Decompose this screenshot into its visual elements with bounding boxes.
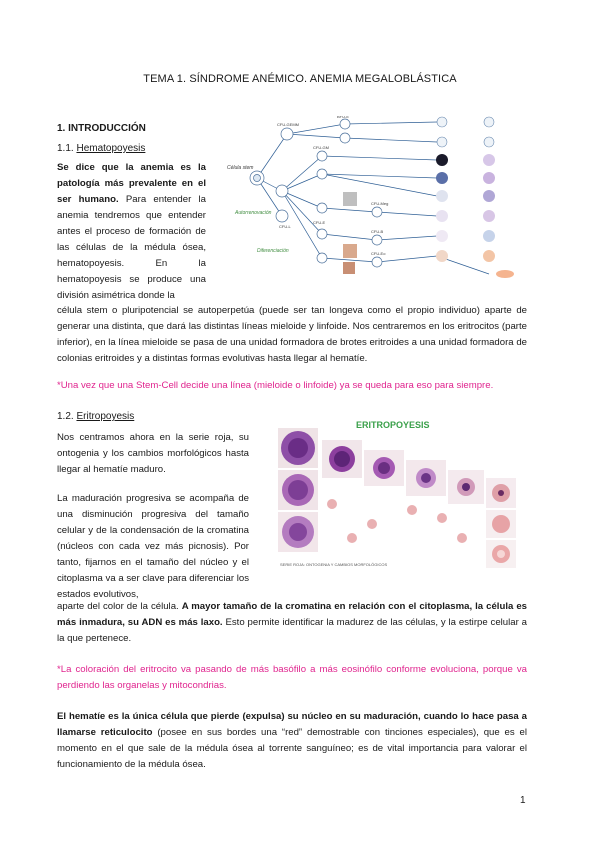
bold-statement: Se dice que la anemia es la patología más prevalente en el ser humano. (57, 162, 206, 205)
paragraph-text: Para entender la anemia tendremos que entender antes el proceso de formación de las células de la médula ósea, hematopoyesis. En la hematopoyesis se produce una división asimétrica donde la (57, 194, 207, 301)
label-cfu-meg: CFU-Meg (371, 201, 389, 206)
subsection-number: 1.1. (57, 143, 74, 154)
paragraph-text: (posee en sus bordes una “red” demostrable con tinciones especiales), que es el momento en el que sale de la médula ósea al torrente sanguíneo; es de vital importancia para valorar el funcionamiento de la médula ósea. (57, 727, 527, 770)
paragraph-text: Esto permite identificar la madurez de las células, y la estirpe celular a la que pertenece. (57, 617, 528, 644)
bold-statement: A mayor tamaño de la cromatina en relación con el citoplasma, la célula es más inmadura, su ADN es más laxo. (57, 601, 527, 628)
subsection-title: Eritropoyesis (76, 411, 135, 422)
subsection-heading-eritropoyesis (57, 411, 134, 422)
label-stem: Célula stem (227, 165, 254, 171)
figure-title: ERITROPOYESIS (356, 420, 430, 430)
subsection-number: 1.2. (57, 411, 74, 422)
subsection-title: Hematopoyesis (76, 143, 146, 154)
erythropoiesis-figure (272, 414, 518, 576)
label-bfu-e: BFU-E (337, 116, 349, 119)
paragraph-hematopoyesis-continued: célula stem o pluripotencial se autoperpetúa (puede ser tan longeva como el propio individuo) aparte de generar una distinta, que dará las distintas líneas mieloide y linfoide. Nos centraremos en los eritrocitos (parte inferior), en la línea mieloide se pasa de una unidad formadora de brotes eritroides a una unidad formadora de colonias eritroides y a distintas formas evolutivas hasta llegar al hematíe. (57, 305, 527, 364)
label-cfu-e: CFU-E (313, 220, 326, 225)
paragraph-maduracion-continued (57, 599, 527, 647)
bold-statement: El hematíe es la única célula que pierde (expulsa) su núcleo en su maduración, cuando lo hace pasa a llamarse reticulocito (57, 711, 527, 738)
paragraph-maduracion-column: La maduración progresiva se acompaña de una disminución progresiva del tamaño celular y de la condensación de la cromatina (núcleos con cada vez más picnosis). Por tanto, fijarnos en el tamaño del núcleo y el citoplasma va a ser clave para diferenciar los estados evolutivos, (57, 493, 249, 600)
paragraph-hematopoyesis-column (57, 160, 206, 304)
label-lymphoid: Diferenciación (257, 248, 289, 254)
note-coloracion: *La coloración del eritrocito va pasando de más basófilo a más eosinófilo conforme evoluciona, porque va perdiendo las organelas y mitocondrias. (57, 664, 527, 691)
label-lymph: CFU-L (279, 224, 291, 229)
paragraph-hematie-reticulocito (57, 709, 527, 773)
section-heading-introduccion: 1. INTRODUCCIÓN (57, 123, 146, 134)
label-cfu-gemm: CFU-GEMM (277, 122, 299, 127)
subsection-heading-hematopoyesis (57, 143, 145, 154)
note-stem-cell: *Una vez que una Stem-Cell decide una línea (mieloide o linfoide) ya se queda para eso para siempre. (57, 380, 494, 391)
paragraph-eritropoyesis-intro: Nos centramos ahora en la serie roja, su ontogenia y los cambios morfológicos hasta llegar al hematíe maduro. (57, 432, 249, 475)
page-number: 1 (520, 795, 526, 806)
label-cfu-gm: CFU-GM (313, 145, 329, 150)
label-cfu-b: CFU-B (371, 229, 384, 234)
hematopoiesis-diagram (227, 116, 523, 284)
figure-caption: SERIE ROJA: ONTOGENIA Y CAMBIOS MORFOLÓGICOS (280, 562, 388, 567)
label-myeloid: Autorrenovación (235, 210, 272, 216)
paragraph-text: aparte del color de la célula. (57, 601, 182, 612)
page-title: TEMA 1. SÍNDROME ANÉMICO. ANEMIA MEGALOBLÁSTICA (143, 73, 457, 85)
label-cfu-eo: CFU-Eo (371, 251, 386, 256)
